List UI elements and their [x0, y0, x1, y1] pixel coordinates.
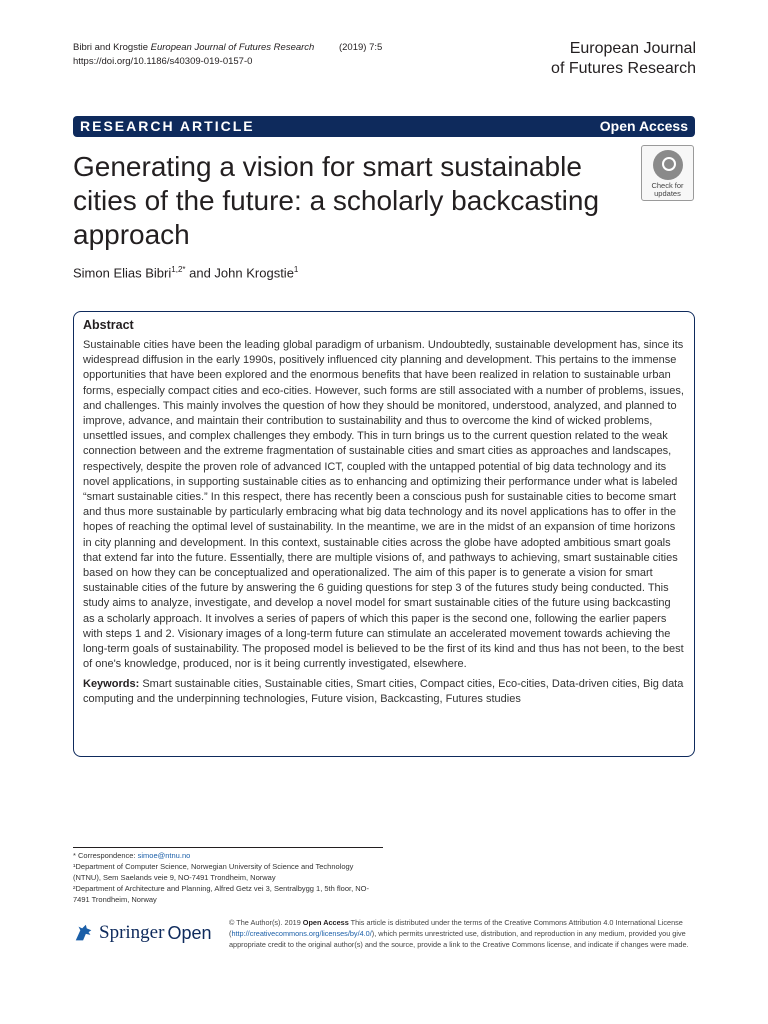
running-header [73, 41, 382, 69]
article-type-banner [73, 116, 695, 137]
header-year-volume: (2019) 7:5 [338, 42, 383, 53]
springer-horse-icon [73, 922, 95, 944]
header-journal: European Journal of Futures Research [150, 42, 315, 53]
abstract-heading: Abstract [83, 318, 134, 332]
license-link[interactable]: http://creativecommons.org/licenses/by/4.0/ [231, 929, 372, 939]
license-statement [229, 917, 699, 951]
author-affiliation-marker: 1 [293, 265, 299, 274]
check-for-updates-badge[interactable] [641, 145, 694, 201]
publisher-name: Springer [99, 922, 165, 943]
correspondence-label: * Correspondence: [73, 851, 136, 860]
affiliation-1: ¹Department of Computer Science, Norwegian University of Science and Technology (NTNU), Sem Saelands veie 9, NO-7491 Trondheim, Norway [73, 862, 354, 882]
correspondence [73, 850, 383, 861]
author-name[interactable]: Simon Elias Bibri [73, 265, 172, 281]
abstract-box [73, 311, 695, 757]
correspondence-email[interactable]: simoe@ntnu.no [137, 851, 191, 860]
publisher-suffix: Open [167, 922, 212, 943]
author-affiliation-marker: 1,2* [171, 265, 186, 274]
doi-link[interactable]: https://doi.org/10.1186/s40309-019-0157-0 [73, 56, 253, 67]
journal-name-line1: European Journal [569, 40, 696, 57]
affiliation-2: ²Department of Architecture and Planning, Alfred Getz vei 3, Sentralbygg 1, 5th floor, NO-7491 Trondheim, Norway [73, 884, 369, 904]
abstract-text: Sustainable cities have been the leading global paradigm of urbanism. Undoubtedly, sustainable development has, since its widespread diffusion in the early 1990s, positively influenced city planning and development. This pertains to the immense opportunities that have been explored and the enormous benefits that have been realized in relation to sustainable urban forms, especially compact cities and eco-cities. However, such forms are still associated with a number of problems, issues, and challenges. This mainly involves the question of how they should be monitored, understood, analyzed, and planned to improve, advance, and maintain their contribution to sustainability and thus to overcome the kind of wicked problems, unsettled issues, and complex challenges they embody. This in turn brings us to the current question related to the weak connection between and the extreme fragmentation of sustainable cities and smart cities as approaches and landscapes, respectively, despite the proven role of advanced ICT, coupled with the untapped potential of big data technology and its novel applications, in supporting sustainable cities as to enhancing and optimizing their performance under what is labeled “smart sustainable cities.” In this respect, there has recently been a conscious push for sustainable cities to become smart and thus more sustainable by particularly embracing what big data technology and its novel applications has to offer in the hopes of reaching the optimal level of sustainability. In the meantime, we are in the midst of an expansion of time horizons in city planning and development. In this context, sustainable cities across the globe have adopted ambitious smart goals that extend far into the future. Essentially, there are multiple visions of, and pathways to achieving, smart sustainable cities based on how they can be conceptualized and operationalized. The aim of this paper is to generate a vision for smart sustainable cities of the future by answering the 6 guiding questions for step 3 of the futures study being conducted. This study aims to analyze, investigate, and develop a novel model for smart sustainable cities of the future using backcasting as a scholarly approach. It involves a series of papers of which this paper is the second one, following the earlier papers with steps 1 and 2. Visionary images of a long-term future can stimulate an accelerated movement towards achieving the long-term goals of sustainability. The proposed model is believed to be the first of its kind and thus has not been, to the best of one's knowledge, produced, nor is it being currently investigated, elsewhere. [83, 339, 684, 671]
author-list [73, 265, 298, 280]
copyright-text: © The Author(s). 2019 [229, 918, 301, 927]
keywords-label: Keywords: [83, 678, 140, 691]
open-access-label: Open Access [599, 118, 688, 134]
footnotes [73, 847, 383, 905]
check-updates-icon [653, 150, 683, 180]
badge-line2: updates [654, 189, 681, 198]
article-type: RESEARCH ARTICLE [80, 118, 255, 134]
citation-line [73, 41, 382, 55]
badge-line1: Check for [651, 181, 684, 190]
journal-name [551, 39, 696, 79]
open-access-heading: Open Access [302, 918, 349, 927]
author-name[interactable]: and John Krogstie [189, 265, 294, 281]
license-text-1: This article is distributed under the terms of the Creative Commons Attribution 4.0 International License ( [229, 918, 683, 939]
keywords [83, 677, 685, 707]
journal-name-line2: of Futures Research [551, 60, 696, 77]
keywords-text: Smart sustainable cities, Sustainable cities, Smart cities, Compact cities, Eco-cities, Data-driven cities, Big data computing and the underpinning technologies, Future vision, Backcasting, Futures studies [83, 678, 684, 706]
springer-open-logo [73, 918, 211, 948]
license-text-2: ), which permits unrestricted use, distribution, and reproduction in any medium, provided you give appropriate credit to the original author(s) and the source, provide a link to the Creative Commons license, and indicate if changes were made. [229, 929, 689, 950]
header-authors: Bibri and Krogstie [73, 42, 148, 53]
article-title: Generating a vision for smart sustainable cities of the future: a scholarly backcasting approach [73, 151, 600, 250]
